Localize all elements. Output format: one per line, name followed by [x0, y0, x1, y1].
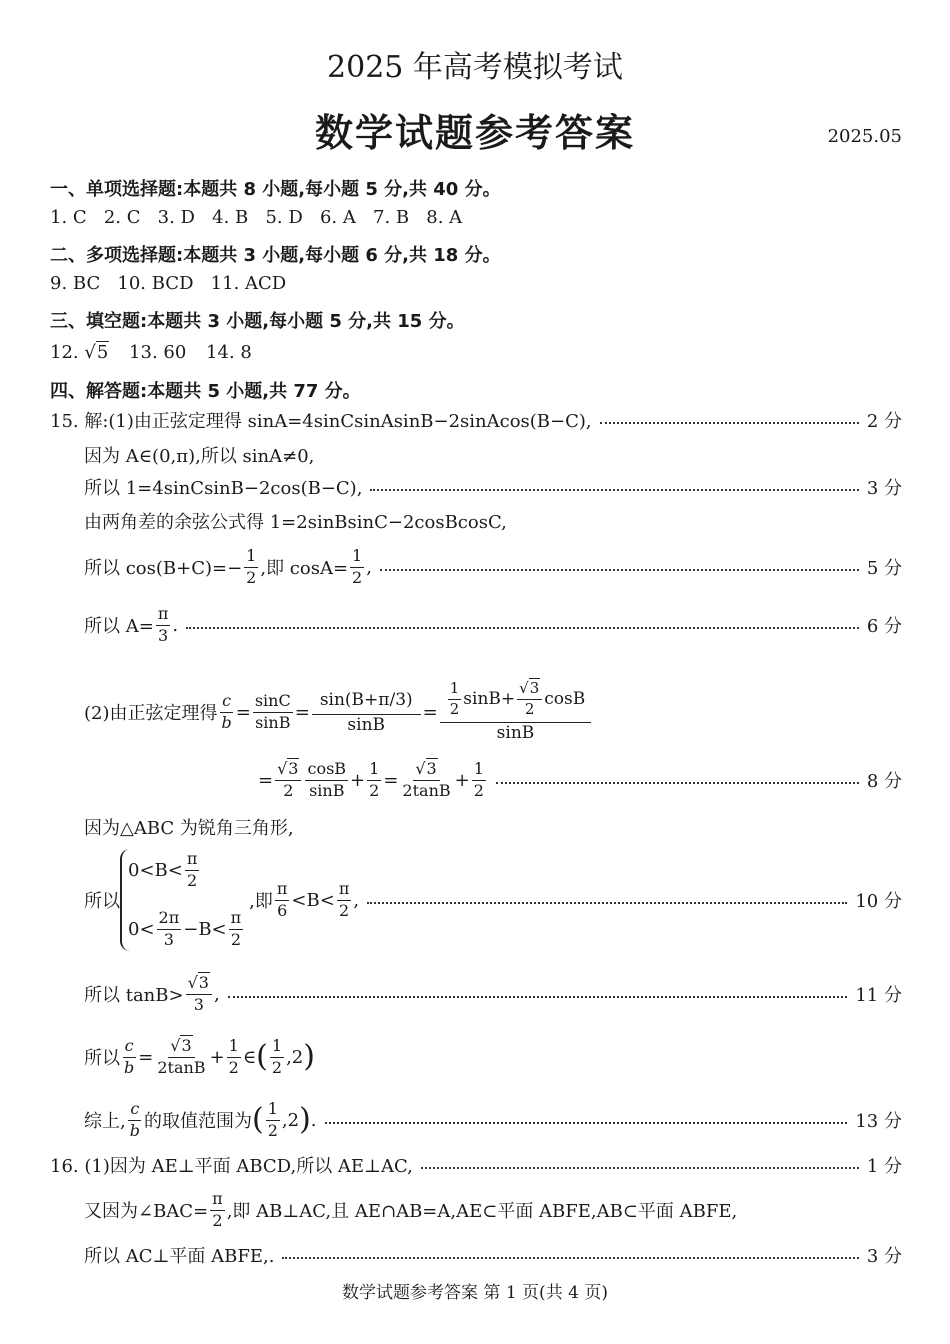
fraction-sqrt3-over-2tanB: $\frac{√3}{2\tan B}$ [157, 1035, 206, 1077]
sqrt-five: √5 [84, 342, 109, 363]
fraction-sinC-over-sinB: $\frac{\sin C}{\sin B}$ [254, 690, 291, 732]
answer-14: 14. 8 [206, 342, 252, 363]
fraction-pi-over-2: $\frac{\pi}{2}$ [338, 878, 350, 920]
fraction-sqrt3-over-3: $\frac{√3}{3}$ [186, 975, 212, 1014]
q15-line-13: 综上, $\frac{c}{b}$ 的取值范围为 ( $\frac{1}{2}$ ,2 ) . 13 分 [84, 1098, 902, 1140]
fraction-one-half: $\frac{1}{2}$ [473, 758, 484, 800]
fraction-pi-over-2: $\frac{\pi}{2}$ [212, 1188, 223, 1230]
section-1-answers: 1. C 2. C 3. D 4. B 5. D 6. A 7. B 8. A [50, 207, 463, 228]
exam-title: 2025 年高考模拟考试 [327, 50, 623, 85]
q15-line-7: (2)由正弦定理得 $\frac{c}{b}$ = $\frac{\sin C}{\sin B}$ = $\frac{\sin(B+\pi/3)}{\sin B}$ = $\frac{1}{2}$ sinB+ $\frac{√3}{2}$ cosB sinB [84, 672, 593, 752]
q15-line-5: 所以 cos(B+C)=− $\frac{1}{2}$ ,即 cosA= $\frac{1}{2}$ , 5 分 [84, 545, 902, 587]
q15-line-12: 所以 $\frac{c}{b}$ = $\frac{√3}{2\tan B}$ + $\frac{1}{2}$ ∈ ( $\frac{1}{2}$ ,2 ) [84, 1035, 315, 1077]
section-2-heading: 二、多项选择题:本题共 3 小题,每小题 6 分,共 18 分。 [50, 245, 501, 266]
q15-line-6: 所以 A= $\frac{\pi}{3}$ . 6 分 [84, 603, 902, 645]
doc-subtitle: 数学试题参考答案 [314, 111, 635, 155]
q15-line-2: 因为 A∈(0,π),所以 sinA≠0, [84, 446, 315, 467]
section-2-answers: 9. BC 10. BCD 11. ACD [50, 273, 287, 294]
q15-line-8: = $\frac{√3}{2}$ $\frac{\cos B}{\sin B}$ + $\frac{1}{2}$ = $\frac{√3}{2\tan B}$ + $\frac{1}{2}$ 8 分 [258, 758, 902, 800]
fraction-sin-sum-over-sinB: $\frac{\sin(B+\pi/3)}{\sin B}$ [312, 690, 421, 735]
q15-line-10: 所以 0<B< $\frac{\pi}{2}$ 0< $\frac{2\pi}{3}$ −B< $\frac{\pi}{2}$ ,即 $\frac{\pi}{6}$ <B< $\frac{\pi}{2}$ , 10 分 [84, 849, 902, 950]
fraction-expanded-over-sinB: $\frac{1}{2}$ sinB+ $\frac{√3}{2}$ cosB sinB [440, 681, 592, 742]
q16-line-2: 又因为∠BAC= $\frac{\pi}{2}$ ,即 AB⊥AC,且 AE∩AB=A,AE⊂平面 ABFE,AB⊂平面 ABFE, [84, 1188, 738, 1230]
q15-line-4: 由两角差的余弦公式得 1=2sinBsinC−2cosBcosC, [84, 512, 507, 533]
fraction-pi-over-6: $\frac{\pi}{6}$ [276, 878, 288, 920]
section-3-answers [50, 342, 252, 363]
section-3-heading: 三、填空题:本题共 3 小题,每小题 5 分,共 15 分。 [50, 311, 465, 332]
fraction-sqrt3-over-2tanB: $\frac{√3}{2\tan B}$ [402, 758, 451, 800]
fraction-one-half: $\frac{1}{2}$ [228, 1035, 239, 1077]
q15-line-9: 因为△ABC 为锐角三角形, [84, 818, 294, 839]
q16-line-3: 所以 AC⊥平面 ABFE,. 3 分 [84, 1246, 902, 1267]
system-brace: 0<B< $\frac{\pi}{2}$ 0< $\frac{2\pi}{3}$ −B< $\frac{\pi}{2}$ [120, 849, 245, 951]
fraction-cosB-over-sinB: $\frac{\cos B}{\sin B}$ [307, 758, 347, 800]
page-footer: 数学试题参考答案 第 1 页(共 4 页) [342, 1283, 608, 1303]
fraction-pi-over-3: $\frac{\pi}{3}$ [157, 603, 169, 645]
fraction-one-half: $\frac{1}{2}$ [246, 545, 257, 587]
answer-12-label: 12. [50, 342, 79, 363]
fraction-sqrt3-over-2: $\frac{√3}{2}$ [275, 761, 301, 800]
q16-line-1: 16. (1)因为 AE⊥平面 ABCD,所以 AE⊥AC, 1 分 [50, 1156, 902, 1177]
fraction-c-over-b: $\frac{c}{b}$ [124, 1035, 135, 1077]
answer-13: 13. 60 [129, 342, 187, 363]
fraction-one-half: $\frac{1}{2}$ [352, 545, 363, 587]
q15-line-11: 所以 tanB> $\frac{√3}{3}$ , 11 分 [84, 972, 902, 1014]
q15-line-3: 所以 1=4sinCsinB−2cos(B−C), 3 分 [84, 478, 902, 499]
q15-line-1: 15. 解:(1)由正弦定理得 sinA=4sinCsinAsinB−2sinAcos(B−C), 2 分 [50, 411, 902, 432]
doc-date: 2025.05 [827, 126, 902, 147]
fraction-c-over-b: $\frac{c}{b}$ [221, 690, 232, 732]
section-1-heading: 一、单项选择题:本题共 8 小题,每小题 5 分,共 40 分。 [50, 179, 501, 200]
fraction-c-over-b: $\frac{c}{b}$ [129, 1098, 140, 1140]
fraction-one-half: $\frac{1}{2}$ [369, 758, 380, 800]
section-4-heading: 四、解答题:本题共 5 小题,共 77 分。 [50, 381, 361, 402]
